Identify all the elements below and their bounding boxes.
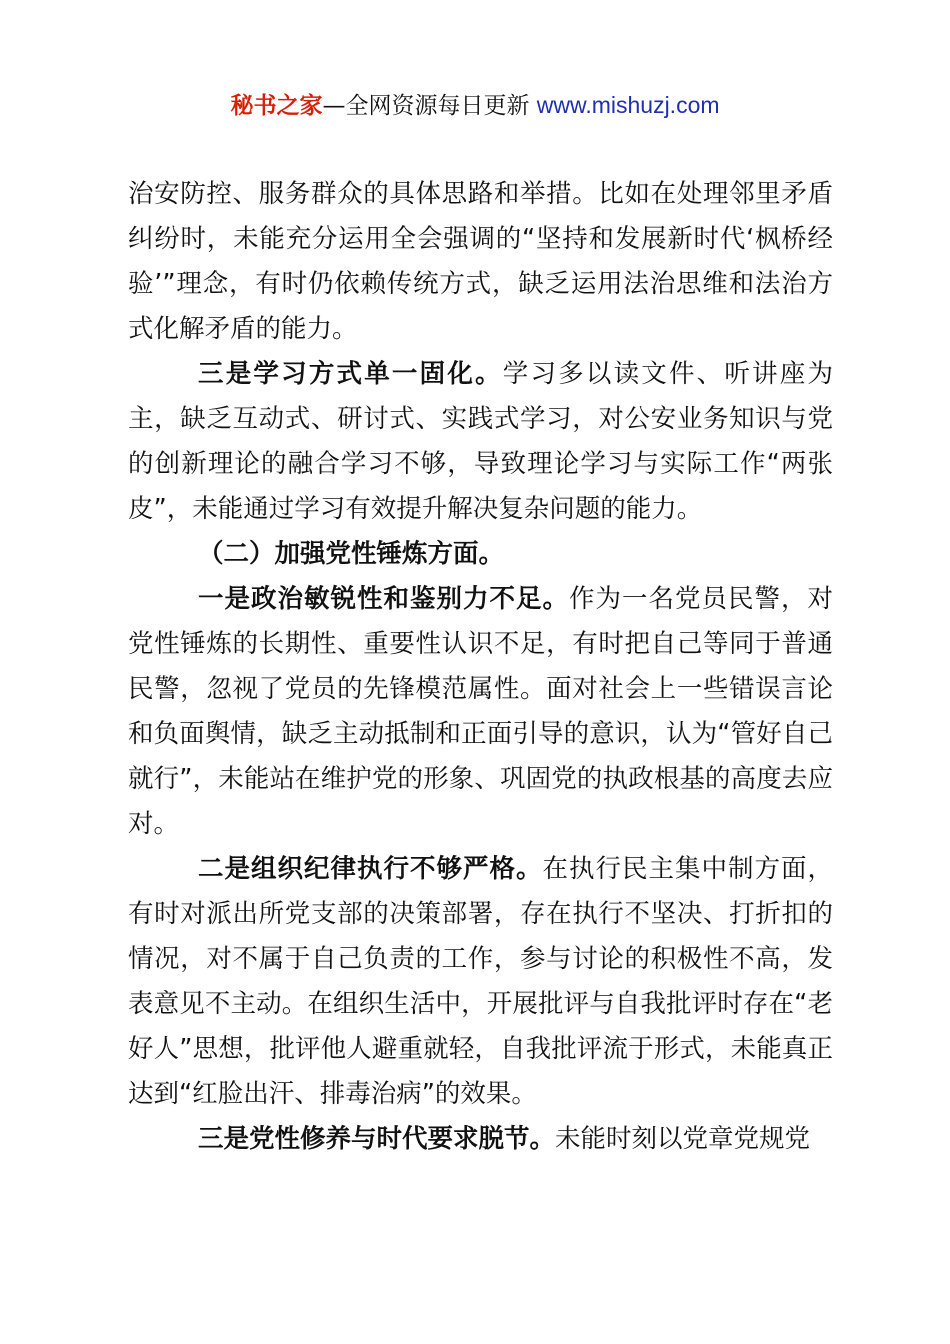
site-url-link[interactable]: www.mishuzj.com (536, 92, 720, 118)
paragraph-lead: 一是政治敏锐性和鉴别力不足。 (198, 584, 569, 614)
site-header (0, 88, 950, 123)
paragraph-study-method (128, 352, 833, 532)
header-tagline: —全网资源每日更新 (322, 93, 537, 119)
paragraph-lead: 二是组织纪律执行不够严格。 (198, 854, 543, 884)
document-body (128, 172, 833, 1162)
section-heading: （二）加强党性锤炼方面。 (198, 539, 505, 569)
brand-name: 秘书之家 (230, 93, 323, 119)
paragraph-party-cultivation (128, 1117, 833, 1162)
paragraph-text: 作为一名党员民警，对党性锤炼的长期性、重要性认识不足，有时把自己等同于普通民警，忽视了党员的先锋模范属性。面对社会上一些错误言论和负面舆情，缺乏主动抵制和正面引导的意识，认为“管好自己就行”，未能站在维护党的形象、巩固党的执政根基的高度去应对。 (128, 584, 833, 839)
paragraph-lead: 三是党性修养与时代要求脱节。 (198, 1124, 556, 1154)
paragraph-political-sensitivity (128, 577, 833, 847)
paragraph-discipline (128, 847, 833, 1117)
paragraph-text: 未能时刻以党章党规党 (555, 1124, 811, 1154)
paragraph-text: 治安防控、服务群众的具体思路和举措。比如在处理邻里矛盾纠纷时，未能充分运用全会强调的“坚持和发展新时代‘枫桥经验’”理念，有时仍依赖传统方式，缺乏运用法治思维和法治方式化解矛盾的能力。 (128, 179, 833, 344)
paragraph-lead: 三是学习方式单一固化。 (198, 359, 503, 389)
paragraph-text: 学习多以读文件、听讲座为主，缺乏互动式、研讨式、实践式学习，对公安业务知识与党的创新理论的融合学习不够，导致理论学习与实际工作“两张皮”，未能通过学习有效提升解决复杂问题的能力。 (128, 359, 833, 524)
paragraph-text: 在执行民主集中制方面，有时对派出所党支部的决策部署，存在执行不坚决、打折扣的情况，对不属于自己负责的工作，参与讨论的积极性不高，发表意见不主动。在组织生活中，开展批评与自我批评时存在“老好人”思想，批评他人避重就轻，自我批评流于形式，未能真正达到“红脸出汗、排毒治病”的效果。 (128, 854, 833, 1109)
paragraph-continuation (128, 172, 833, 352)
